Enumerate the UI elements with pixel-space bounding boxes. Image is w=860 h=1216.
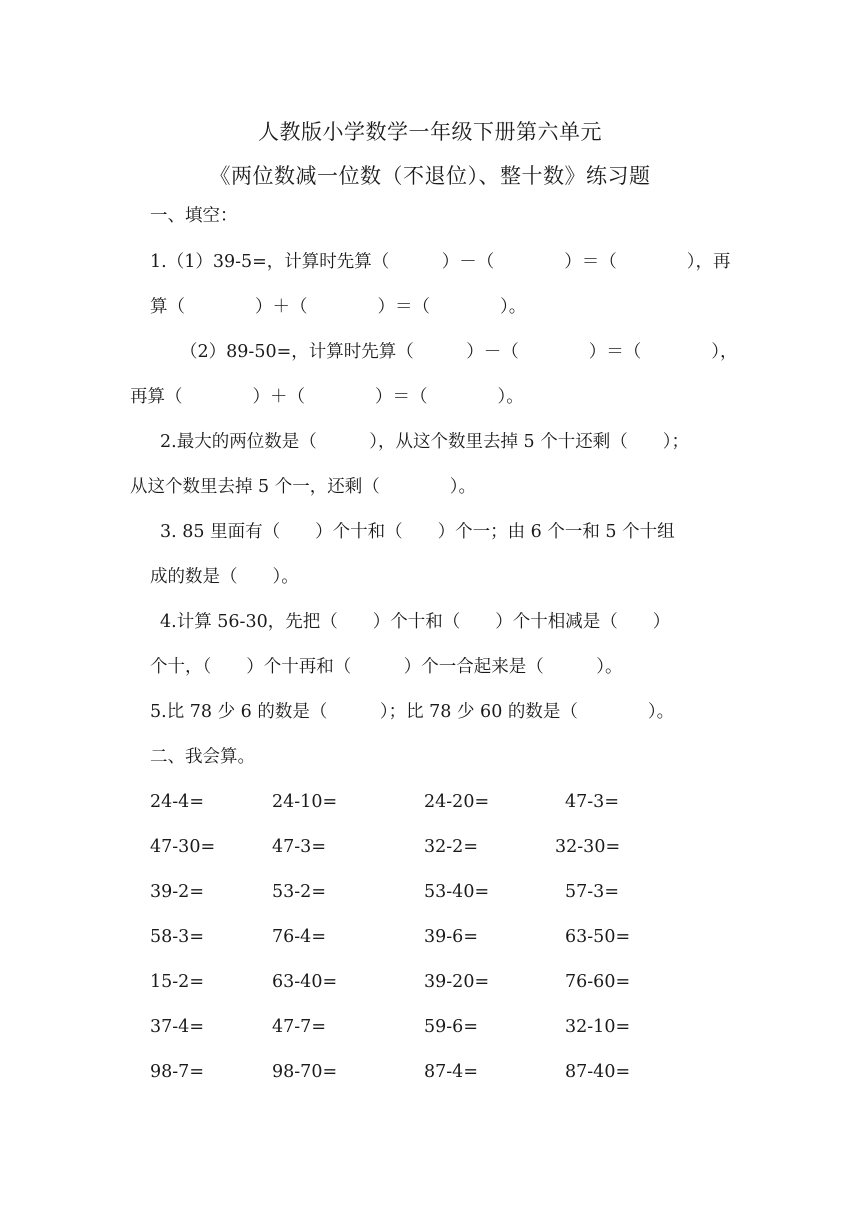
calc-item: 47-3=: [272, 837, 326, 857]
question-line: 再算（ ）＋（ ）＝（ ）。: [130, 387, 524, 407]
calc-item: 76-4=: [272, 927, 326, 947]
question-line: 1.（1）39-5=，计算时先算（ ）－（ ）＝（ ），再: [150, 252, 731, 272]
question-line: 从这个数里去掉 5 个一，还剩（ ）。: [130, 477, 477, 497]
calc-item: 98-70=: [272, 1062, 338, 1082]
question-line: 2.最大的两位数是（ ），从这个数里去掉 5 个十还剩（ ）；: [160, 432, 689, 452]
question-line: 算（ ）＋（ ）＝（ ）。: [150, 297, 527, 317]
calc-item: 32-10=: [565, 1017, 631, 1037]
calc-item: 59-6=: [424, 1017, 478, 1037]
calc-item: 57-3=: [565, 882, 619, 902]
calc-item: 24-4=: [150, 792, 204, 812]
calc-item: 32-30=: [555, 837, 621, 857]
calc-item: 47-30=: [150, 837, 216, 857]
calc-item: 39-20=: [424, 972, 490, 992]
section1-heading: 一、填空：: [150, 206, 238, 226]
calc-item: 58-3=: [150, 927, 204, 947]
question-line: 3. 85 里面有（ ）个十和（ ）个一；由 6 个一和 5 个十组: [160, 522, 675, 542]
question-line: 成的数是（ ）。: [150, 567, 299, 587]
calc-item: 53-2=: [272, 882, 326, 902]
calc-item: 47-7=: [272, 1017, 326, 1037]
calc-item: 47-3=: [565, 792, 619, 812]
calc-item: 63-50=: [565, 927, 631, 947]
calc-item: 87-40=: [565, 1062, 631, 1082]
question-line: 个十，（ ）个十再和（ ）个一合起来是（ ）。: [150, 657, 623, 677]
calc-item: 15-2=: [150, 972, 204, 992]
calc-item: 76-60=: [565, 972, 631, 992]
calc-item: 32-2=: [424, 837, 478, 857]
page-subtitle: 《两位数减一位数（不退位）、整十数》练习题: [209, 164, 651, 188]
section2-heading: 二、我会算。: [150, 747, 255, 767]
calc-item: 98-7=: [150, 1062, 204, 1082]
calc-item: 53-40=: [424, 882, 490, 902]
calc-item: 37-4=: [150, 1017, 204, 1037]
calc-item: 63-40=: [272, 972, 338, 992]
page-title: 人教版小学数学一年级下册第六单元: [258, 120, 602, 144]
question-line: 4.计算 56-30，先把（ ）个十和（ ）个十相减是（ ）: [160, 612, 671, 632]
calc-item: 24-10=: [272, 792, 338, 812]
calc-item: 39-2=: [150, 882, 204, 902]
question-line: （2）89-50=，计算时先算（ ）－（ ）＝（ ），: [180, 342, 738, 362]
calc-item: 24-20=: [424, 792, 490, 812]
calc-item: 39-6=: [424, 927, 478, 947]
question-line: 5.比 78 少 6 的数是（ ）；比 78 少 60 的数是（ ）。: [150, 702, 675, 722]
calc-item: 87-4=: [424, 1062, 478, 1082]
